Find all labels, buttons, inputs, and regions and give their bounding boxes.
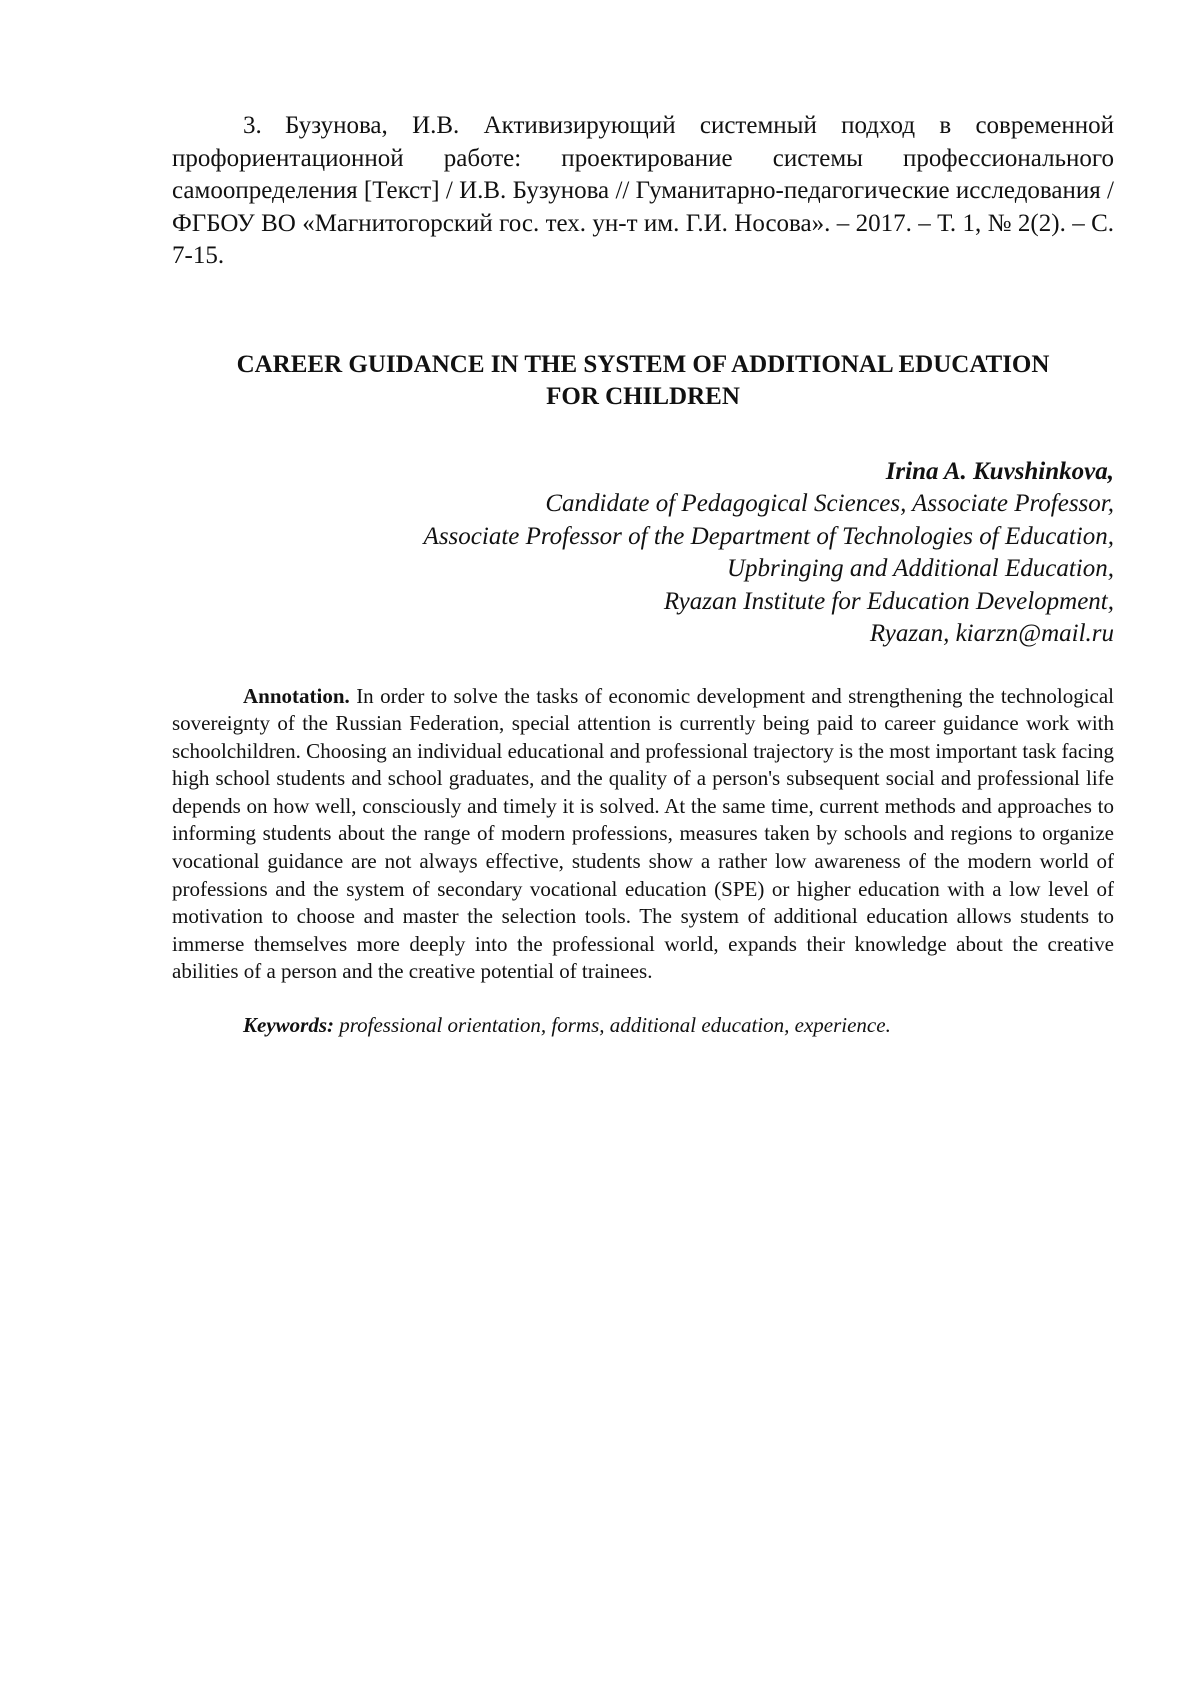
author-degree: Candidate of Pedagogical Sciences, Associate Professor, [172, 488, 1114, 521]
article-title [172, 349, 1114, 414]
reference-text: Бузунова, И.В. Активизирующий системный подход в современной профориентационной работе: проектирование системы профессионального самоопределения [Текст] / И.В. Бузунова // Гуманитарно-педагогические исследования / ФГБОУ ВО «Магнитогорский гос. тех. ун-т им. Г.И. Носова». – 2017. – Т. 1, № 2(2). – С. 7-15. [172, 112, 1114, 269]
keywords-value: professional orientation, forms, additional education, experience. [339, 1013, 891, 1037]
reference-number: 3. [243, 110, 285, 143]
author-department: Upbringing and Additional Education, [172, 553, 1114, 586]
annotation-label: Annotation. [243, 684, 350, 708]
article-title-line-1: CAREER GUIDANCE IN THE SYSTEM OF ADDITIONAL EDUCATION [237, 351, 1050, 378]
article-title-line-2: FOR CHILDREN [546, 383, 740, 410]
author-block [172, 456, 1114, 651]
annotation-text: In order to solve the tasks of economic development and strengthening the technological sovereignty of the Russian Federation, special attention is currently being paid to career guidance work with schoolchildren. Choosing an individual educational and professional trajectory is the most important task facing high school students and school graduates, and the quality of a person's subsequent social and professional life depends on how well, consciously and timely it is solved. At the same time, current methods and approaches to informing students about the range of modern professions, measures taken by schools and regions to organize vocational guidance are not always effective, students show a rather low awareness of the modern world of professions and the system of secondary vocational education (SPE) or higher education with a low level of motivation to choose and master the selection tools. The system of additional education allows students to immerse themselves more deeply into the professional world, expands their knowledge about the creative abilities of a person and the creative potential of trainees. [172, 684, 1114, 984]
author-position: Associate Professor of the Department of Technologies of Education, [172, 521, 1114, 554]
document-page [172, 110, 1114, 1040]
keywords-paragraph [172, 1012, 1114, 1040]
annotation-paragraph [172, 683, 1114, 987]
keywords-label: Keywords: [243, 1013, 334, 1037]
author-name: Irina A. Kuvshinkova, [172, 456, 1114, 489]
author-location-email: Ryazan, kiarzn@mail.ru [172, 618, 1114, 651]
author-institution: Ryazan Institute for Education Development, [172, 586, 1114, 619]
reference-entry [172, 110, 1114, 273]
